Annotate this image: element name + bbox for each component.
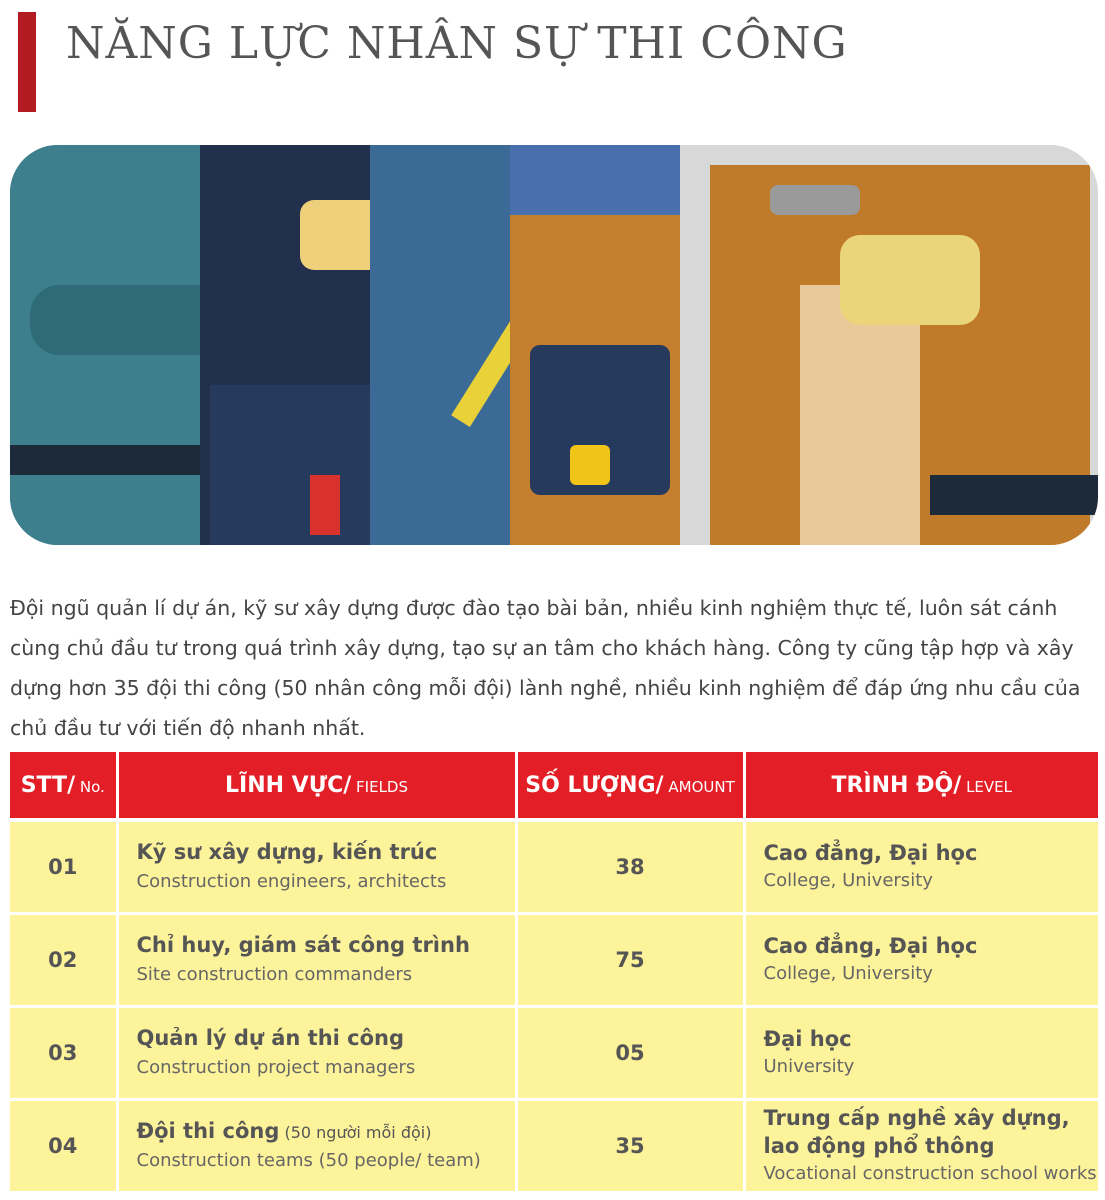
- construction-workers-photo-icon: [10, 145, 1098, 545]
- page-title: NĂNG LỰC NHÂN SỰ THI CÔNG: [66, 18, 848, 69]
- hero-image: [10, 145, 1098, 545]
- row-field: Quản lý dự án thi công Construction project managers: [117, 1007, 516, 1100]
- row-field: Đội thi công (50 người mỗi đội) Construction teams (50 people/ team): [117, 1100, 516, 1192]
- row-level: Cao đẳng, Đại học College, University: [744, 914, 1098, 1007]
- header-amount: SỐ LƯỢNG/ AMOUNT: [516, 752, 744, 820]
- row-no: 03: [10, 1007, 117, 1100]
- row-level: Trung cấp nghề xây dựng, lao động phổ thông Vocational construction school works: [744, 1100, 1098, 1192]
- table-row: [10, 820, 1098, 914]
- header-fields: LĨNH VỰC/ FIELDS: [117, 752, 516, 820]
- row-no: 02: [10, 914, 117, 1007]
- table-row: [10, 1007, 1098, 1100]
- row-amount: 75: [516, 914, 744, 1007]
- row-amount: 35: [516, 1100, 744, 1192]
- staff-table: [10, 752, 1098, 1191]
- row-field: Kỹ sư xây dựng, kiến trúc Construction engineers, architects: [117, 820, 516, 914]
- row-amount: 05: [516, 1007, 744, 1100]
- row-no: 01: [10, 820, 117, 914]
- row-field: Chỉ huy, giám sát công trình Site construction commanders: [117, 914, 516, 1007]
- title-accent-bar: [18, 12, 36, 112]
- row-level: Cao đẳng, Đại học College, University: [744, 820, 1098, 914]
- row-no: 04: [10, 1100, 117, 1192]
- intro-paragraph: Đội ngũ quản lí dự án, kỹ sư xây dựng được đào tạo bài bản, nhiều kinh nghiệm thực tế, luôn sát cánh cùng chủ đầu tư trong quá trình xây dựng, tạo sự an tâm cho khách hàng. Công ty cũng tập hợp và xây dựng hơn 35 đội thi công (50 nhân công mỗi đội) lành nghề, nhiều kinh nghiệm để đáp ứng nhu cầu của chủ đầu tư với tiến độ nhanh nhất.: [10, 596, 1081, 740]
- table-row: [10, 1100, 1098, 1192]
- row-level: Đại học University: [744, 1007, 1098, 1100]
- table-row: [10, 914, 1098, 1007]
- header-level: TRÌNH ĐỘ/ LEVEL: [744, 752, 1098, 820]
- table-header-row: [10, 752, 1098, 820]
- row-amount: 38: [516, 820, 744, 914]
- header-no: STT/ No.: [10, 752, 117, 820]
